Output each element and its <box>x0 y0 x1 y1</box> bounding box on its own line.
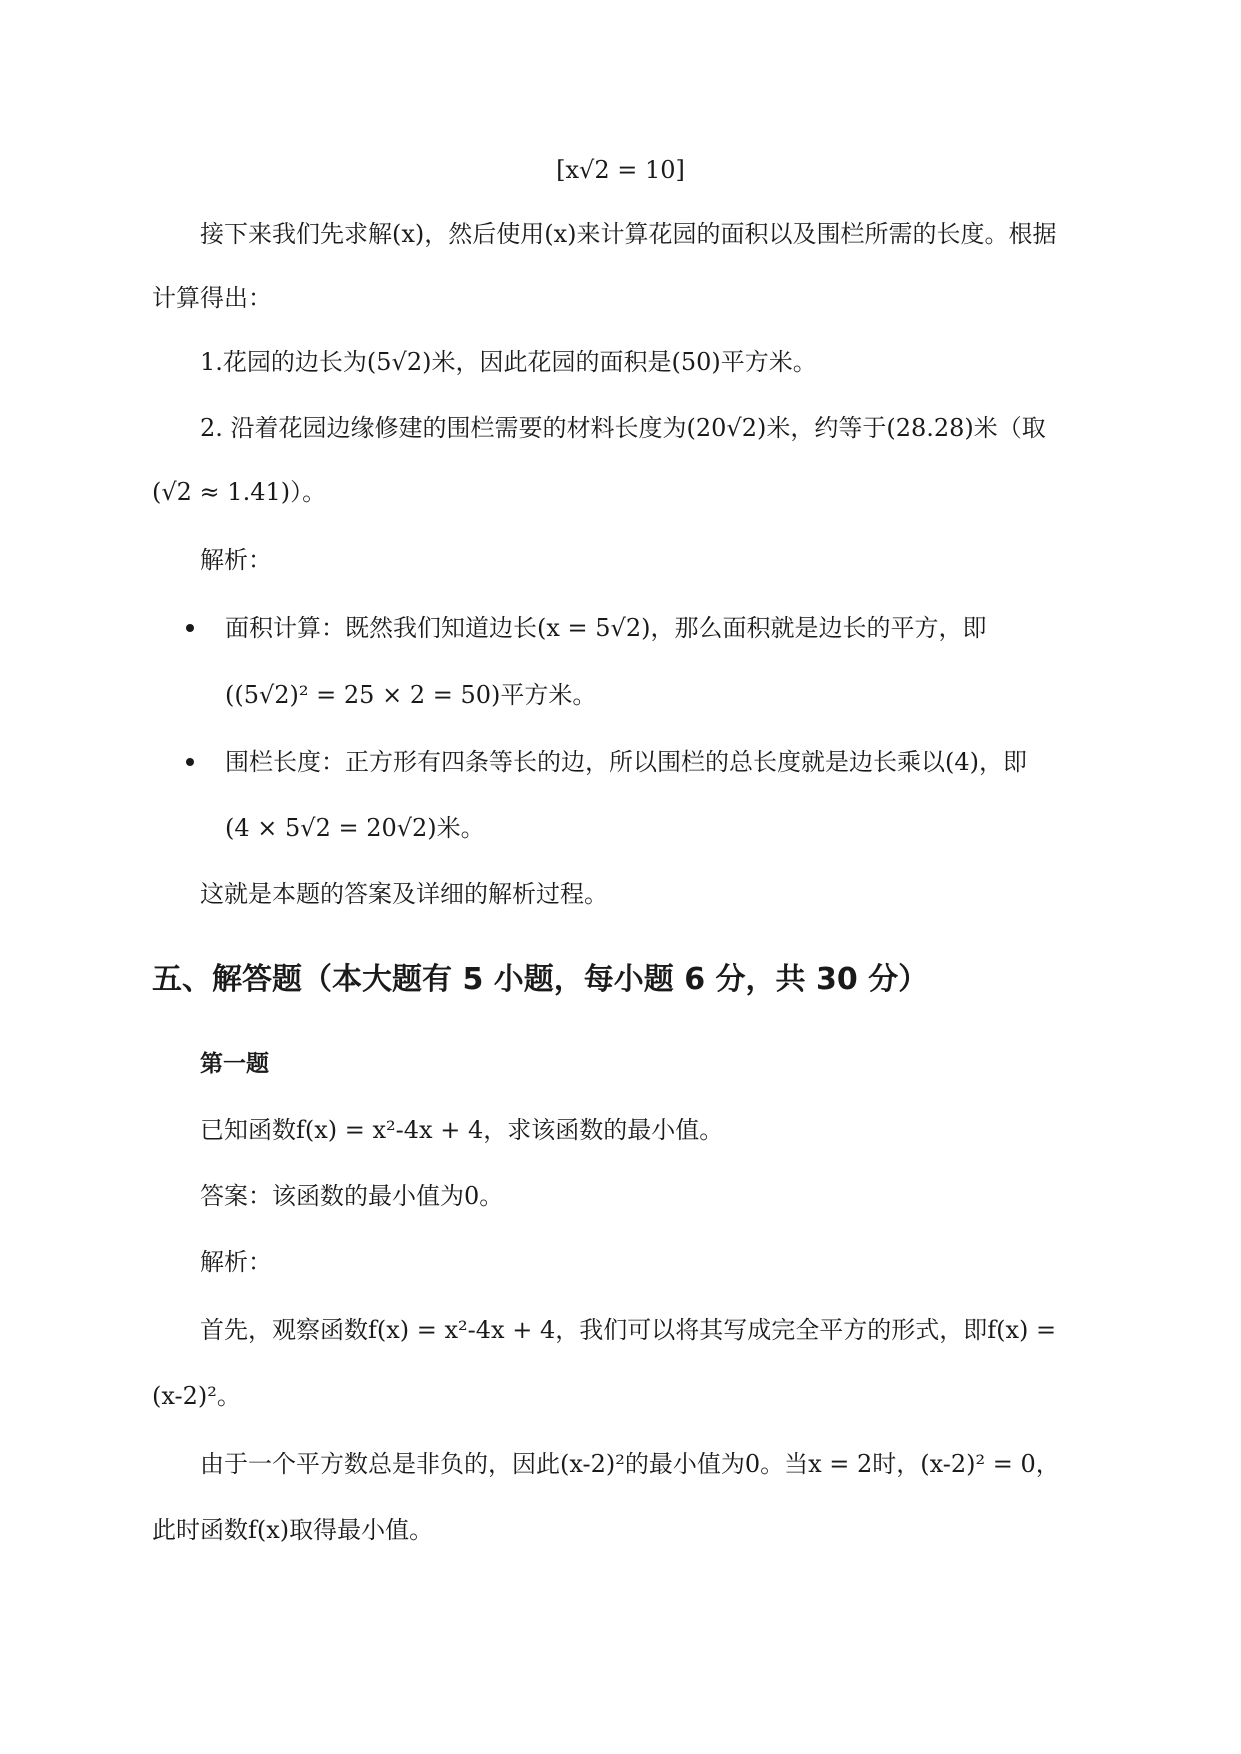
bullet-text: 面积计算：既然我们知道边长(x = 5√2)，那么面积就是边长的平方，即 <box>225 614 987 642</box>
equation: [x√2 = 10] <box>556 156 685 184</box>
paragraph: 由于一个平方数总是非负的，因此(x-2)²的最小值为0。当x = 2时，(x-2)² = 0， <box>200 1450 1060 1478</box>
bullet-text-continuation: (4 × 5√2 = 20√2)米。 <box>225 814 485 842</box>
bullet-text: 围栏长度：正方形有四条等长的边，所以围栏的总长度就是边长乘以(4)，即 <box>225 748 1027 776</box>
bullet-icon <box>186 624 194 632</box>
list-item: 1.花园的边长为(5√2)米，因此花园的面积是(50)平方米。 <box>200 348 817 376</box>
bullet-icon <box>186 758 194 766</box>
bullet-text-continuation: ((5√2)² = 25 × 2 = 50)平方米。 <box>225 681 597 709</box>
answer-text: 答案：该函数的最小值为0。 <box>200 1182 504 1210</box>
paragraph: 接下来我们先求解(x)，然后使用(x)来计算花园的面积以及围栏所需的长度。根据 <box>200 220 1057 248</box>
section-heading: 五、解答题（本大题有 5 小题，每小题 6 分，共 30 分） <box>152 962 929 997</box>
question-title: 第一题 <box>200 1051 269 1077</box>
summary: 这就是本题的答案及详细的解析过程。 <box>200 880 608 908</box>
paragraph: 首先，观察函数f(x) = x²-4x + 4，我们可以将其写成完全平方的形式，即f(x) = <box>200 1316 1057 1344</box>
paragraph-continuation: (x-2)²。 <box>152 1382 241 1410</box>
paragraph-continuation: 计算得出： <box>152 284 272 312</box>
analysis-label: 解析： <box>200 546 272 574</box>
question-text: 已知函数f(x) = x²-4x + 4，求该函数的最小值。 <box>200 1116 724 1144</box>
list-item-continuation: (√2 ≈ 1.41)）。 <box>152 478 327 506</box>
paragraph-continuation: 此时函数f(x)取得最小值。 <box>152 1516 434 1544</box>
list-item: 2. 沿着花园边缘修建的围栏需要的材料长度为(20√2)米，约等于(28.28)米（取 <box>200 414 1046 442</box>
analysis-label: 解析： <box>200 1248 272 1276</box>
